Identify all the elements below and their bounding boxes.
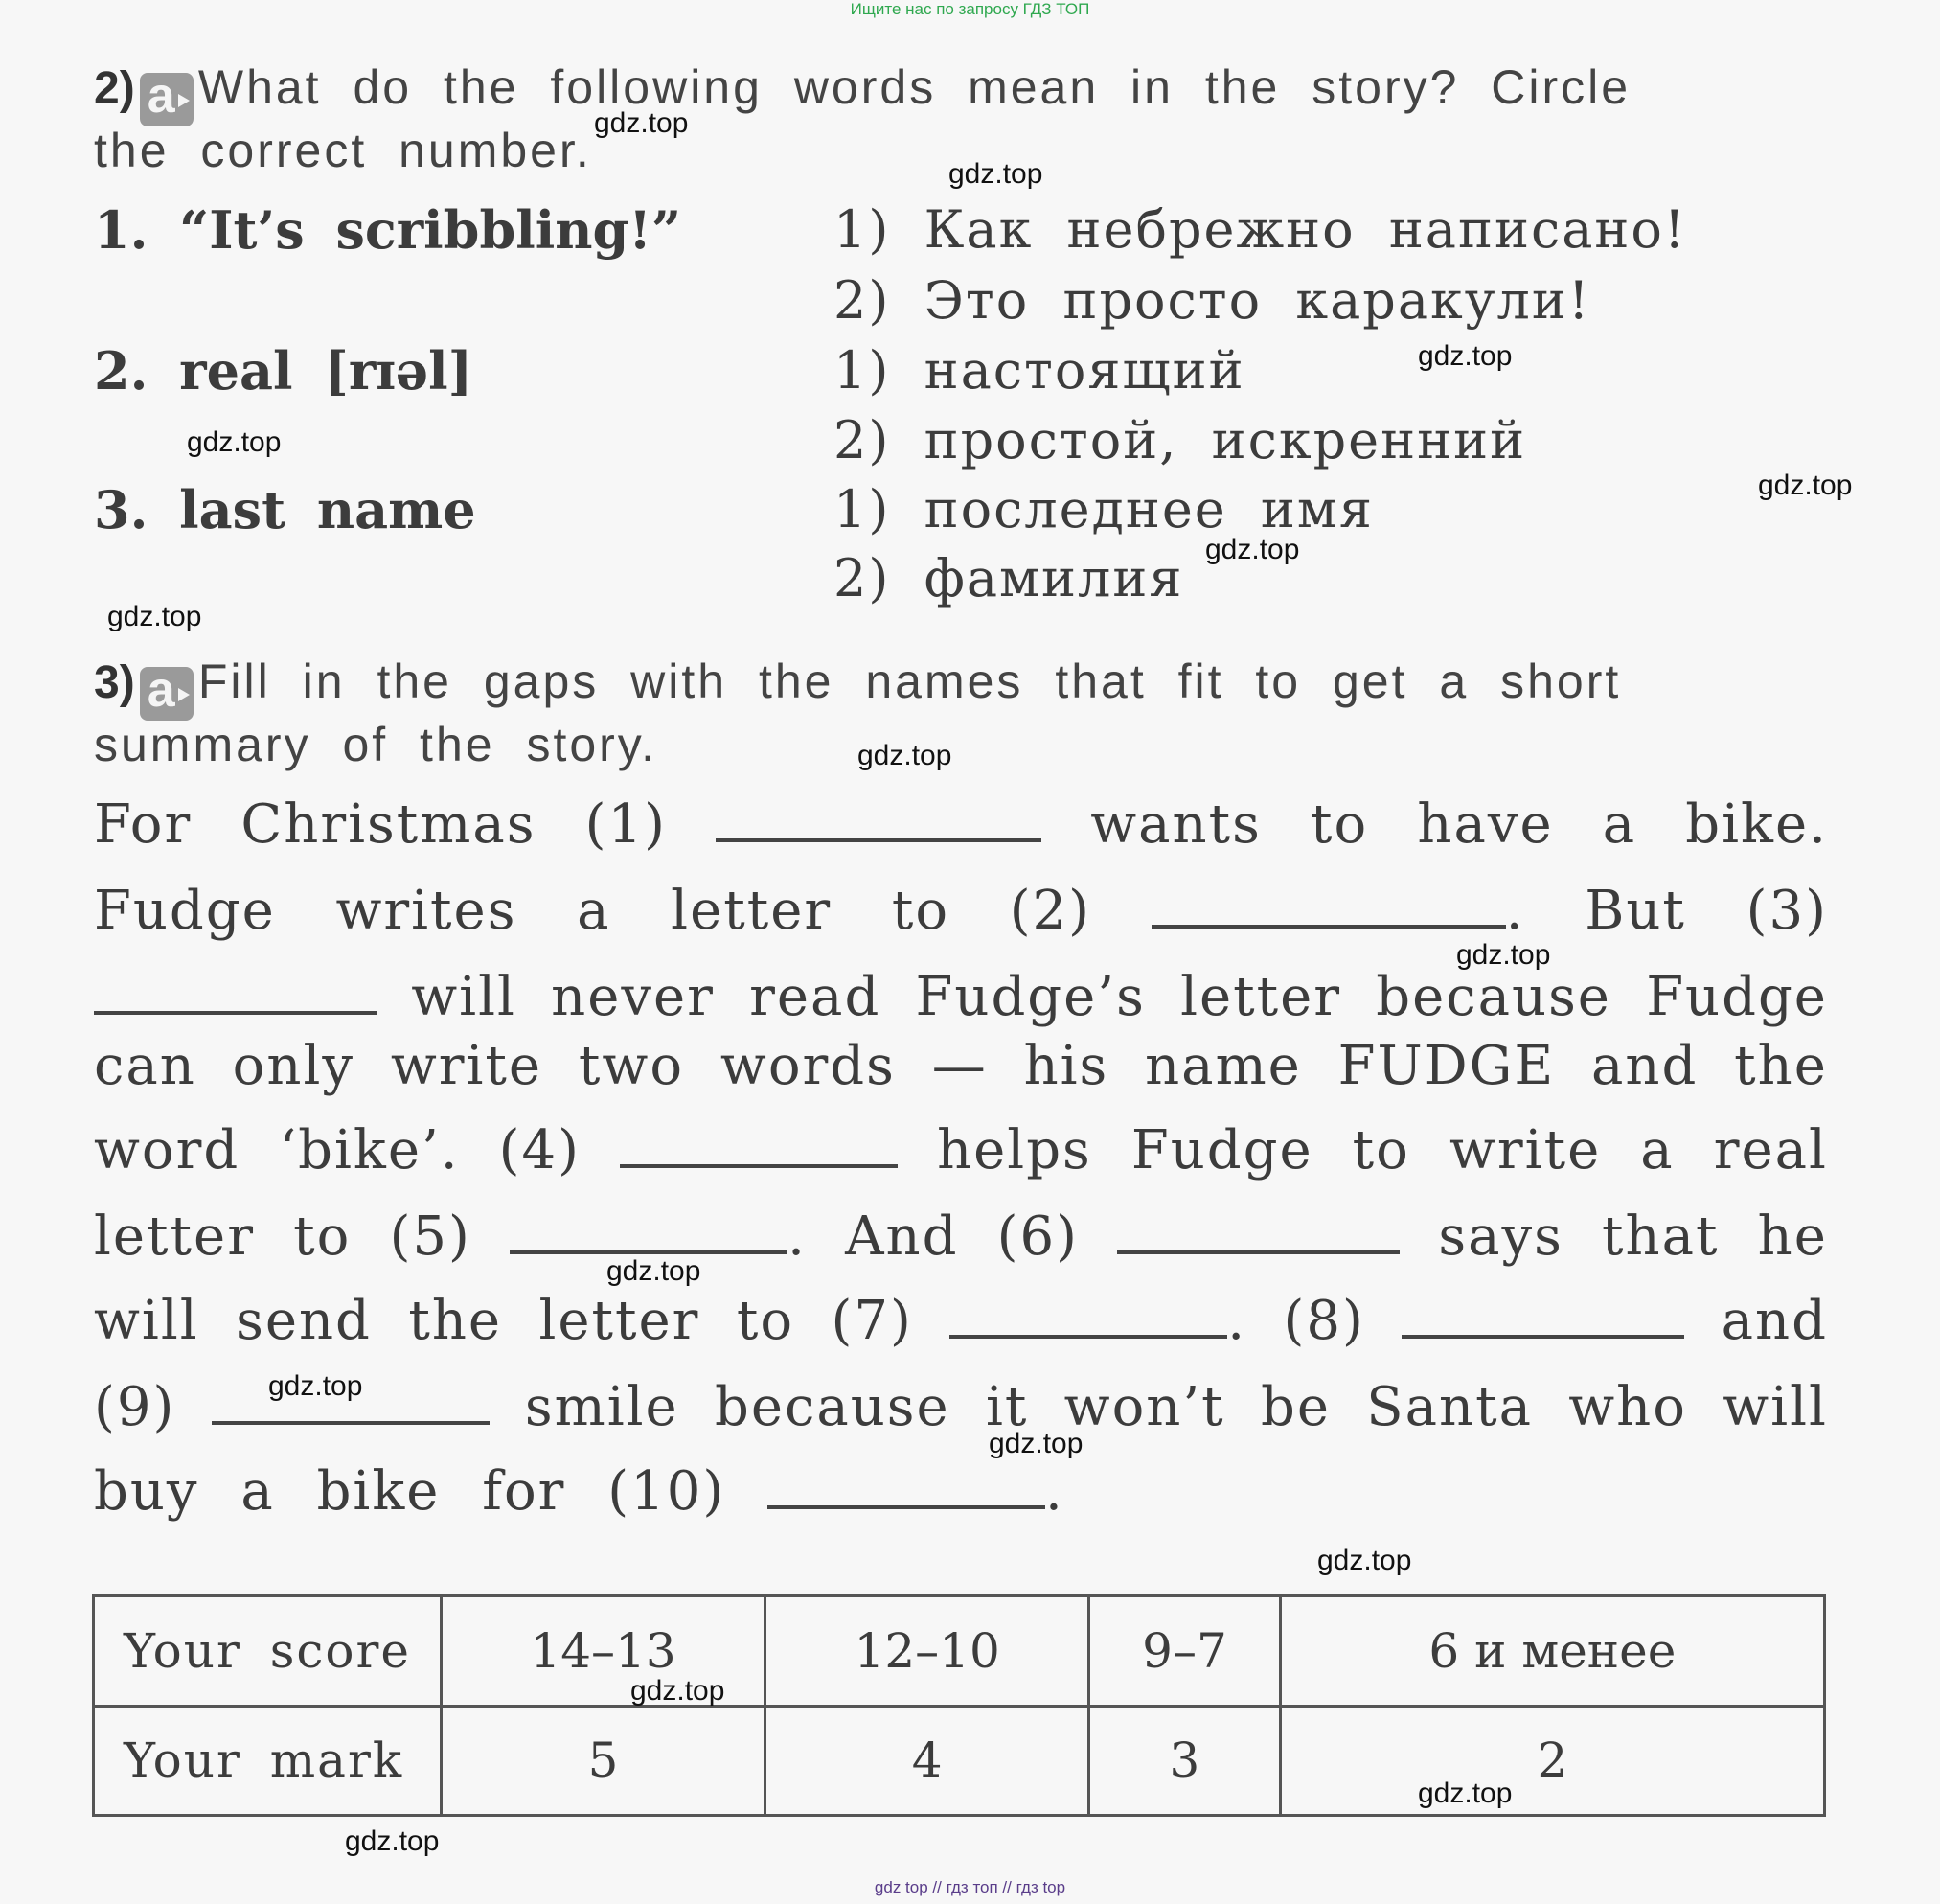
score-label: Your score [94,1596,442,1707]
bottom-banner: gdz top // гдз топ // гдз top [874,1878,1066,1896]
watermark: gdz.top [857,740,952,771]
task2-option-1-2[interactable]: 2) Это просто каракули! [833,270,1591,331]
mark-label: Your mark [94,1706,442,1816]
task2-option-2-1[interactable]: 1) настоящий [833,340,1245,401]
gap-8[interactable] [1402,1335,1684,1339]
summary-line-6: letter to (5) . And (6) says that he [94,1205,1828,1268]
task3-instruction-line2: summary of the story. [94,718,657,771]
summary-line-5: word ‘bike’. (4) helps Fudge to write a real [94,1119,1828,1181]
summary-line-8: (9) smile because it won’t be Santa who will [94,1376,1828,1438]
gap-10[interactable] [767,1505,1045,1509]
watermark: gdz.top [1205,534,1300,565]
gap-5[interactable] [510,1250,787,1254]
watermark: gdz.top [107,601,202,632]
task2-option-3-2[interactable]: 2) фамилия [833,548,1184,608]
mark-cell: 2 [1280,1706,1824,1816]
summary-line-4: can only write two words — his name FUDGE and the [94,1035,1828,1097]
gap-9[interactable] [212,1421,490,1425]
task2-term-3: 3. last name [94,479,476,540]
score-cell: 6 и менее [1280,1596,1824,1707]
gap-2[interactable] [1152,925,1506,929]
task2-option-2-2[interactable]: 2) простой, искренний [833,410,1527,470]
summary-line-9: buy a bike for (10) . [94,1460,1064,1523]
watermark: gdz.top [1317,1545,1412,1576]
score-cell: 9–7 [1089,1596,1281,1707]
task2-term-2: 2. real [rɪəl] [94,340,473,401]
watermark: gdz.top [948,158,1043,190]
score-row [94,1596,1825,1707]
gap-1[interactable] [716,838,1041,842]
watermark: gdz.top [1758,470,1853,501]
gap-6[interactable] [1117,1250,1400,1254]
score-cell: 12–10 [765,1596,1089,1707]
watermark: gdz.top [594,107,689,139]
task2-header [94,59,1631,126]
summary-line-1: For Christmas (1) wants to have a bike. [94,793,1828,856]
summary-line-3: will never read Fudge’s letter because Fudge [94,966,1828,1028]
task2-number: 2) [94,63,135,114]
task3-instruction-line1: Fill in the gaps with the names that fit to get a short [197,654,1622,708]
top-banner: Ищите нас по запросу ГДЗ ТОП [850,0,1090,18]
task2-instruction-line2: the correct number. [94,124,592,177]
score-cell: 14–13 [442,1596,765,1707]
summary-line-7: will send the letter to (7) . (8) and [94,1290,1828,1352]
watermark: gdz.top [268,1370,363,1402]
score-table [92,1594,1826,1817]
watermark: gdz.top [630,1675,725,1707]
gap-7[interactable] [949,1335,1227,1339]
task2-option-3-1[interactable]: 1) последнее имя [833,479,1374,539]
watermark: gdz.top [187,426,282,458]
gap-4[interactable] [620,1164,898,1168]
summary-line-2: Fudge writes a letter to (2) . But (3) [94,880,1828,942]
mark-row [94,1706,1825,1816]
gap-3[interactable] [94,1011,377,1015]
watermark: gdz.top [1456,939,1551,971]
task2-term-1: 1. “It’s scribbling!” [94,199,682,261]
task2-instruction-line1: What do the following words mean in the story? Circle [197,60,1632,114]
task3-header [94,654,1621,721]
mark-cell: 4 [765,1706,1089,1816]
watermark: gdz.top [1418,1778,1513,1809]
mark-cell: 3 [1089,1706,1281,1816]
reading-tab-icon [140,667,194,721]
mark-cell: 5 [442,1706,765,1816]
watermark: gdz.top [989,1428,1084,1459]
watermark: gdz.top [606,1255,701,1287]
watermark: gdz.top [345,1825,440,1857]
watermark: gdz.top [1418,340,1513,372]
task2-option-1-1[interactable]: 1) Как небрежно написано! [833,199,1687,260]
task3-number: 3) [94,657,135,708]
reading-tab-icon [140,73,194,126]
